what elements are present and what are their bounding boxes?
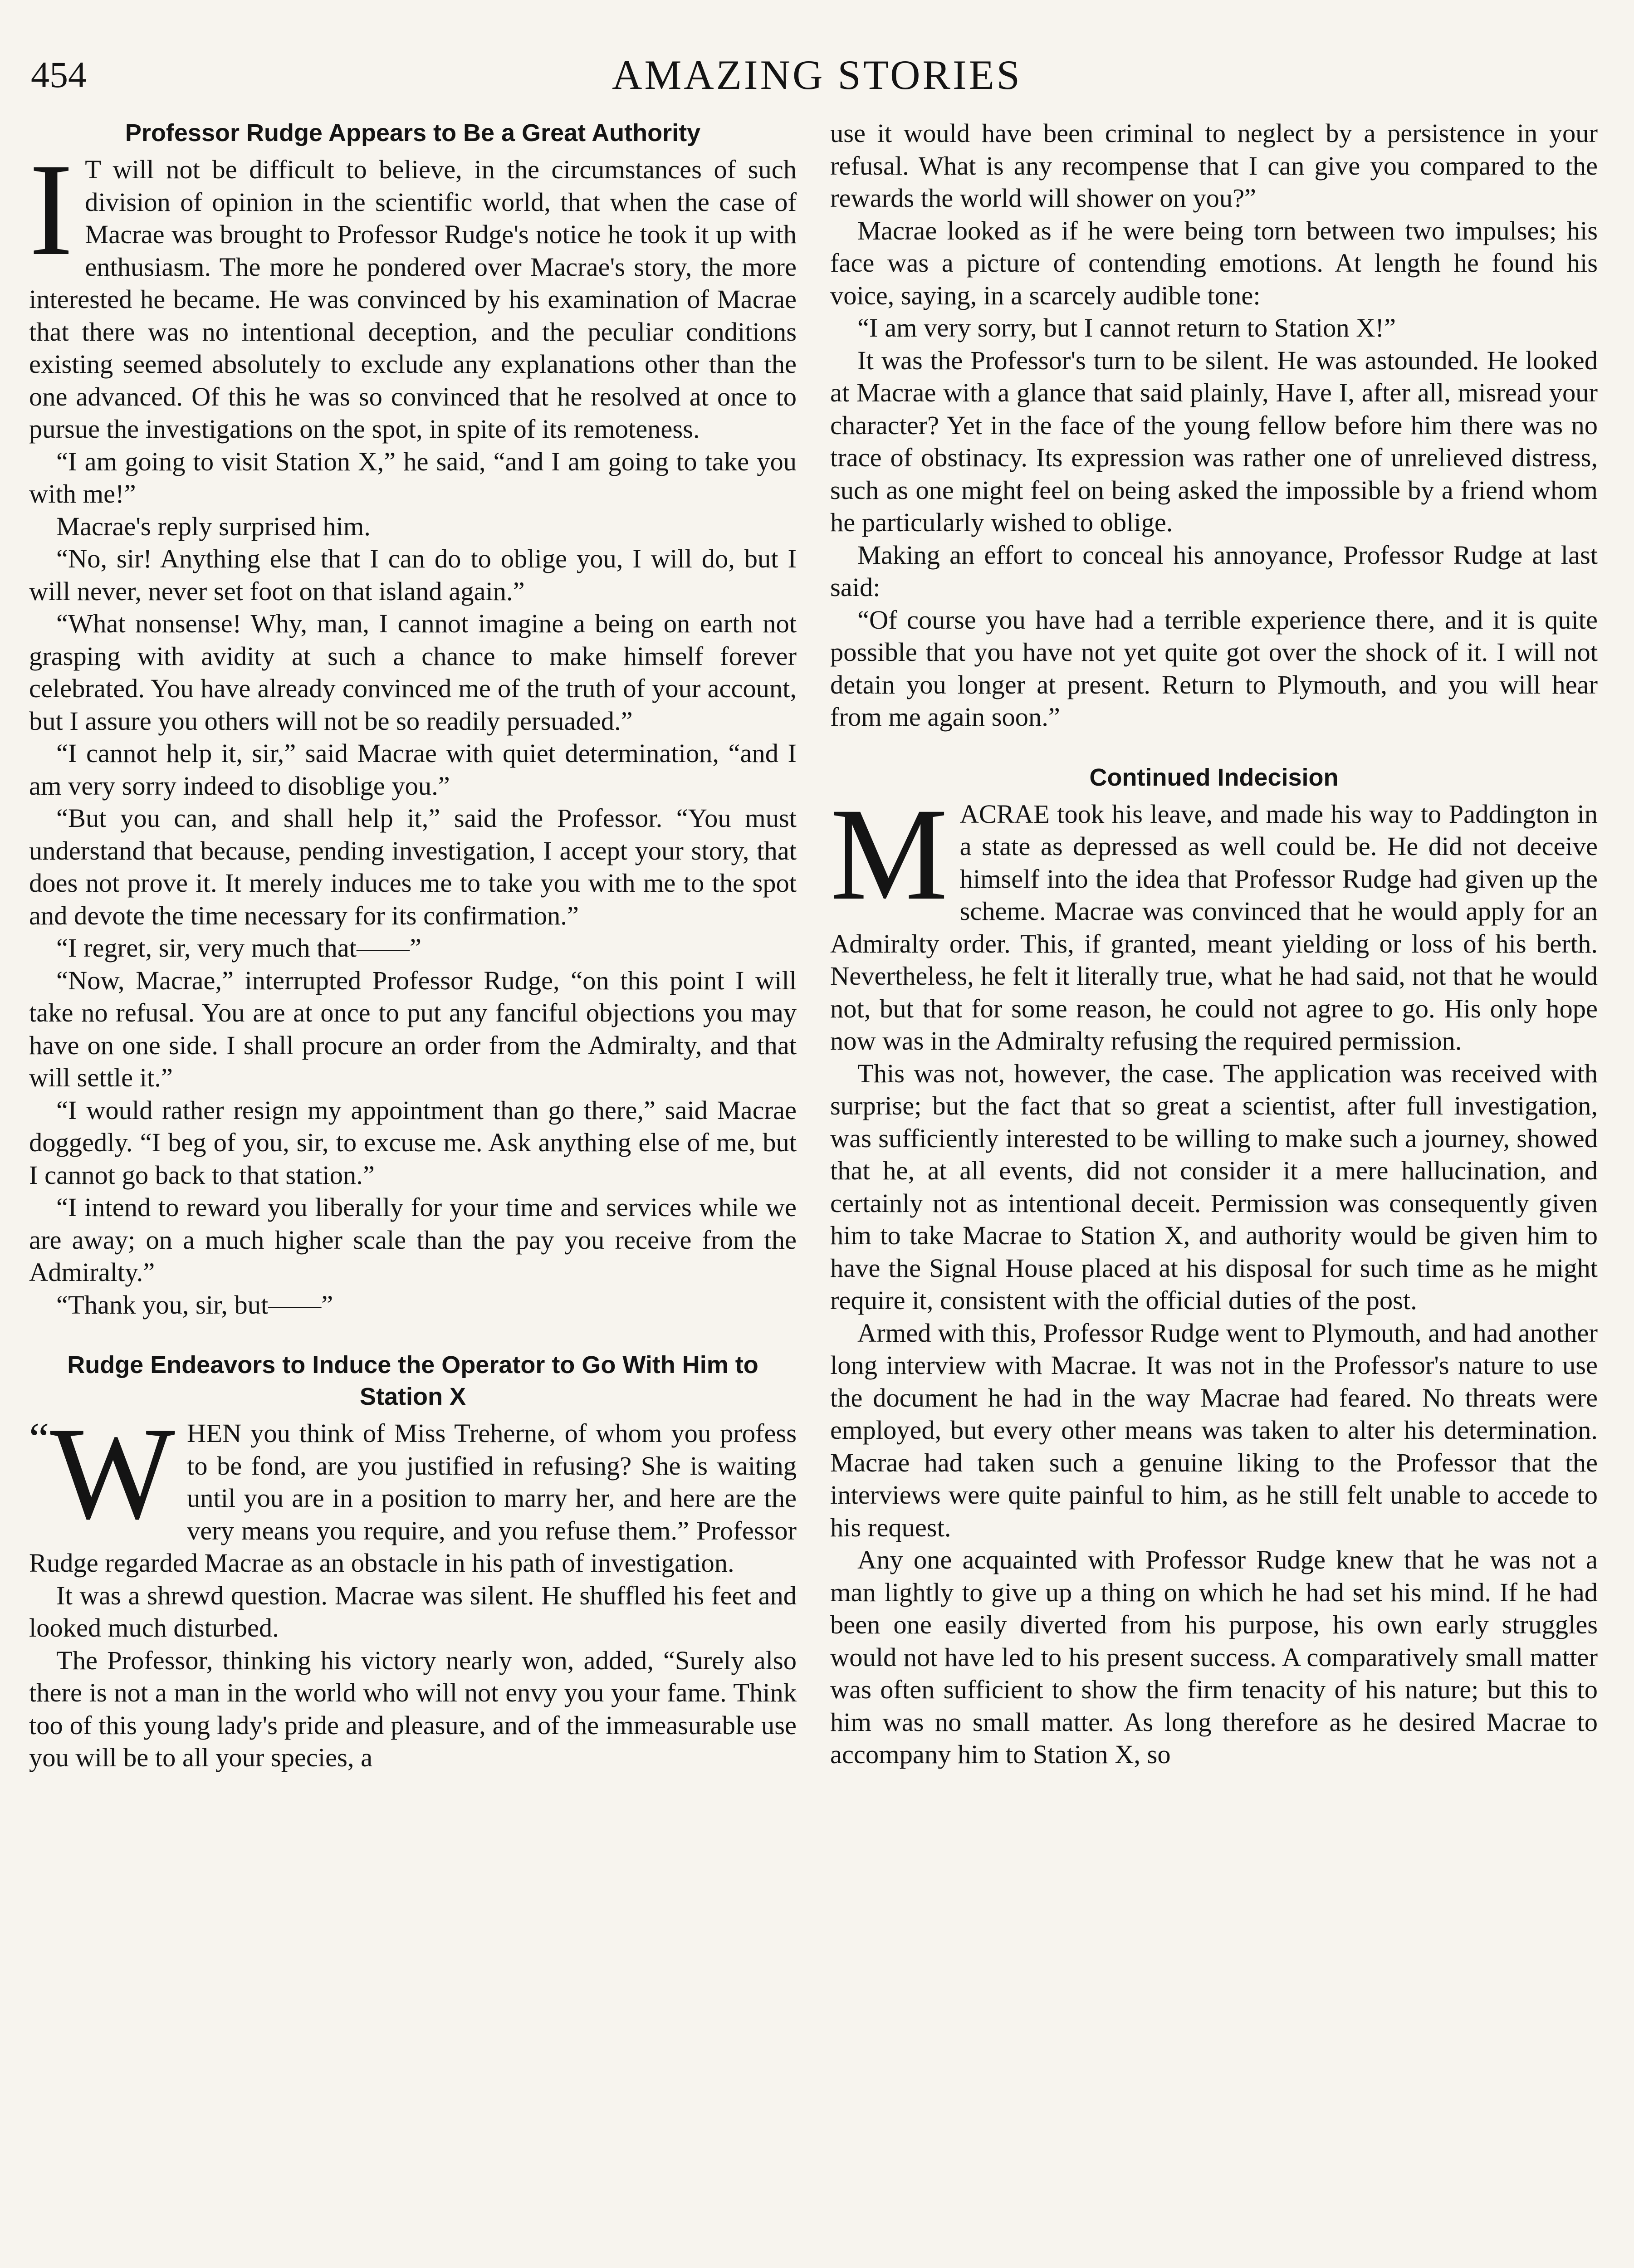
paragraph: “What nonsense! Why, man, I cannot imagine a being on earth not grasping with avidity at such a chance to make himself forever celebrated. You have already convinced me of the truth of your account, but I assure you others will not be so readily persuaded.”	[29, 609, 797, 736]
section-heading: Professor Rudge Appears to Be a Great Authority	[125, 119, 701, 147]
paragraph: “I would rather resign my appointment than go there,” said Macrae doggedly. “I beg of you, sir, to excuse me. Ask anything else of me, but I cannot go back to that station.”	[29, 1095, 797, 1190]
paragraph-text: T will not be difficult to believe, in the circumstances of such division of opinion in the scientific world, that when the case of Macrae was brought to Professor Rudge's notice he took it up with enthusiasm. The more he pondered over Macrae's story, the more interested he became. He was convinced by his examination of Macrae that there was no intentional deception, and the peculiar conditions existing seemed absolutely to exclude any explanations other than the one advanced. Of this he was so convinced that he resolved at once to pursue the investigations on the spot, in spite of its remoteness.	[29, 155, 797, 444]
paragraph: “I am going to visit Station X,” he said, “and I am going to take you with me!”	[29, 446, 797, 508]
page-number: 454	[31, 54, 87, 95]
paragraph: “But you can, and shall help it,” said the Professor. “You must understand that because, pending investigation, I accept your story, that does not prove it. It merely induces me to take you with me to the spot and devote the time necessary for its confirmation.”	[29, 803, 797, 930]
paragraph: The Professor, thinking his victory nearly won, added, “Surely also there is not a man in the world who will not envy you your fame. Think too of this young lady's pride and pleasure, and of the immeasurable use you will be to all your species, a	[29, 1645, 797, 1772]
paragraph: Making an effort to conceal his annoyance, Professor Rudge at last said:	[830, 540, 1598, 602]
opening-quote: “	[29, 1413, 49, 1464]
drop-cap: M	[830, 781, 948, 928]
paragraph-dropcap	[830, 781, 1598, 1057]
paragraph: This was not, however, the case. The application was received with surprise; but the fact that so great a scientist, after full investigation, was sufficiently interested to be willing to make such a journey, showed that he, at all events, did not consider it a mere hallucination, and certainly not as intentional deceit. Permission was consequently given him to take Macrae to Station X, and authority would be given him to have the Signal House placed at his disposal for such time as he might require it, consistent with the official duties of the post.	[830, 1058, 1598, 1315]
paragraph: “Of course you have had a terrible experience there, and it is quite possible that you have not yet quite got over the shock of it. I will not detain you longer at present. Return to Plymouth, and you will hear from me again soon.”	[830, 605, 1598, 732]
paragraph: “No, sir! Anything else that I can do to oblige you, I will do, but I will never, never set foot on that island again.”	[29, 544, 797, 606]
paragraph-text: HEN you think of Miss Treherne, of whom you profess to be fond, are you justified in refusing? She is waiting until you are in a position to marry her, and here are the very means you require, and you refuse them.” Professor Rudge regarded Macrae as an obstacle in his path of investigation.	[29, 1418, 797, 1578]
paragraph: “I intend to reward you liberally for your time and services while we are away; on a much higher scale than the pay you receive from the Admiralty.”	[29, 1193, 797, 1287]
paragraph: Armed with this, Professor Rudge went to Plymouth, and had another long interview with Macrae. It was not in the Professor's nature to use the document he had in the way Macrae had feared. No threats were employed, but every other means was taken to alter his determination. Macrae had taken such a genuine liking to the Professor that the interviews were quite painful to him, as he still felt unable to accede to his request.	[830, 1318, 1598, 1542]
paragraph: Macrae's reply surprised him.	[56, 511, 371, 541]
drop-cap: W	[50, 1400, 175, 1547]
paragraph-text: ACRAE took his leave, and made his way to Paddington in a state as depressed as well could be. He did not deceive himself into the idea that Professor Rudge had given up the scheme. Macrae was convinced that he would apply for an Admiralty order. This, if granted, meant yielding or loss of his berth. Nevertheless, he felt it literally true, what he had said, not that he would not, but that for some reason, he could not agree to go. His only hope now was in the Admiralty refusing the required permission.	[830, 799, 1598, 1056]
section-heading: Rudge Endeavors to Induce the Operator to Go With Him to Station X	[67, 1351, 758, 1410]
section-heading: Continued Indecision	[1089, 763, 1339, 791]
paragraph: It was a shrewd question. Macrae was silent. He shuffled his feet and looked much disturbed.	[29, 1580, 797, 1642]
paragraph: Macrae looked as if he were being torn between two impulses; his face was a picture of contending emotions. At length he found his voice, saying, in a scarcely audible tone:	[830, 215, 1598, 310]
paragraph: use it would have been criminal to neglect by a persistence in your refusal. What is any recompense that I can give you compared to the rewards the world will shower on you?”	[830, 118, 1598, 213]
paragraph: Any one acquainted with Professor Rudge knew that he was not a man lightly to give up a thing on which he had set his mind. If he had been one easily diverted from his purpose, his own early struggles would not have led to his present success. A comparatively small matter was often sufficient to show the firm tenacity of his nature; but this to him was no small matter. As long therefore as he desired Macrae to accompany him to Station X, so	[830, 1545, 1598, 1769]
paragraph: “I regret, sir, very much that——”	[56, 933, 421, 963]
paragraph-dropcap	[29, 137, 797, 445]
drop-cap: I	[29, 137, 73, 283]
paragraph-dropcap	[29, 1400, 797, 1579]
paragraph: “I am very sorry, but I cannot return to Station X!”	[857, 313, 1396, 342]
running-title: AMAZING STORIES	[612, 52, 1022, 98]
left-column	[29, 117, 797, 2268]
paragraph: “I cannot help it, sir,” said Macrae with quiet determination, “and I am very sorry indeed to disoblige you.”	[29, 738, 797, 801]
right-column	[830, 117, 1598, 2268]
paragraph: “Now, Macrae,” interrupted Professor Rudge, “on this point I will take no refusal. You are at once to put any fanciful objections you may have on one side. I shall procure an order from the Admiralty, and that will settle it.”	[29, 965, 797, 1092]
paragraph: It was the Professor's turn to be silent. He was astounded. He looked at Macrae with a glance that said plainly, Have I, after all, misread your character? Yet in the face of the young fellow before him there was no trace of obstinacy. Its expression was rather one of unrelieved distress, such as one might feel on being asked the impossible by a friend whom he particularly wished to oblige.	[830, 345, 1598, 537]
paragraph: “Thank you, sir, but——”	[56, 1290, 333, 1320]
